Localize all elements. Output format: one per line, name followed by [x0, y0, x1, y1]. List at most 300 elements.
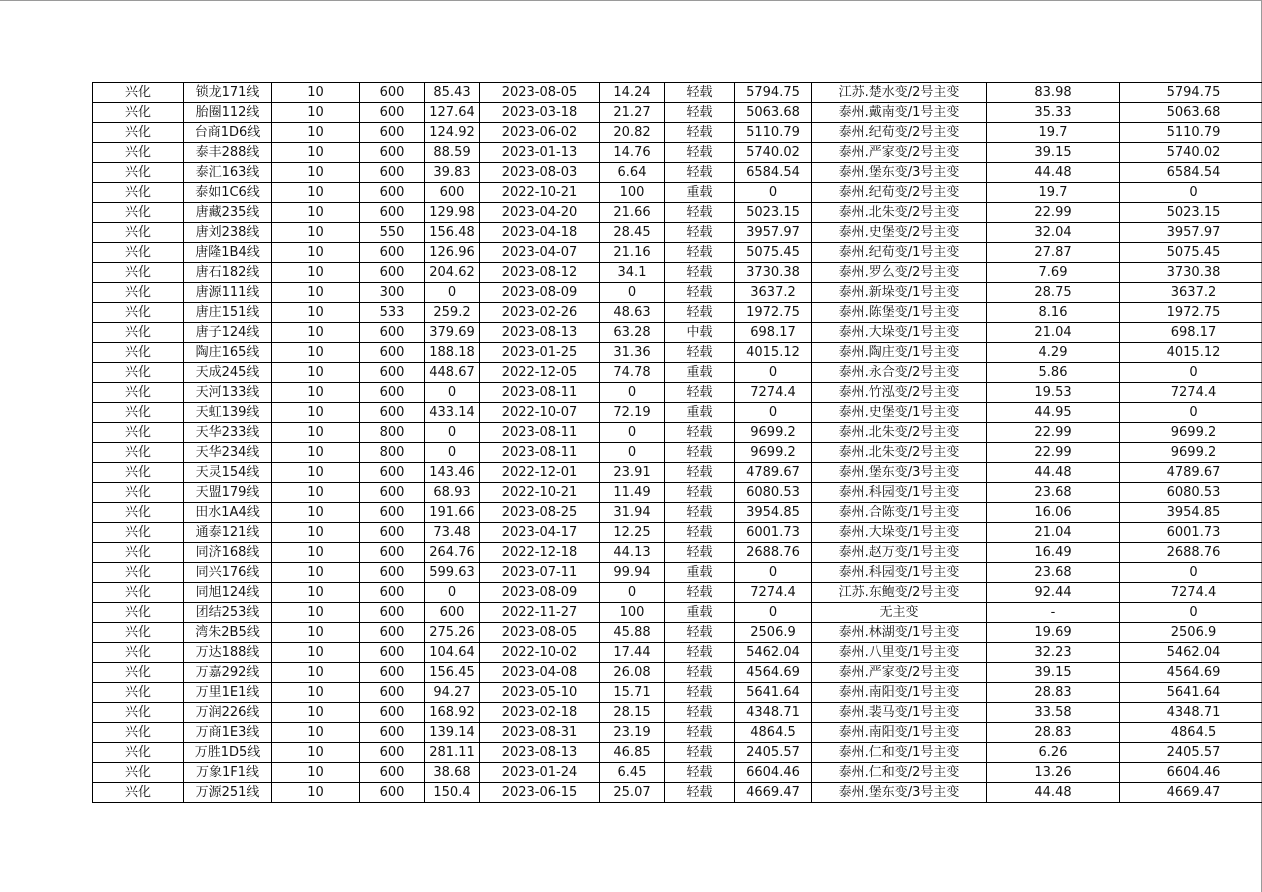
load-rate-cell: 100 [600, 183, 665, 203]
load-status-cell: 重载 [665, 363, 735, 383]
load-rate-cell: 0 [600, 283, 665, 303]
line-name-cell: 天华234线 [184, 443, 272, 463]
transformer-load-rate-cell: 44.48 [987, 463, 1120, 483]
transformer-load-rate-cell: 32.04 [987, 223, 1120, 243]
load-status-cell: 重载 [665, 603, 735, 623]
line-name-cell: 台商1D6线 [184, 123, 272, 143]
remaining-capacity-cell: 7274.4 [1120, 383, 1262, 403]
load-status-cell: 轻载 [665, 443, 735, 463]
voltage-cell: 10 [272, 243, 360, 263]
table-row [93, 203, 1262, 223]
voltage-cell: 10 [272, 163, 360, 183]
county-cell: 兴化 [93, 463, 184, 483]
line-name-cell: 唐刘238线 [184, 223, 272, 243]
load-status-cell: 轻载 [665, 523, 735, 543]
remaining-capacity-cell: 3637.2 [1120, 283, 1262, 303]
load-rate-cell: 25.07 [600, 783, 665, 803]
remaining-capacity-cell: 0 [1120, 403, 1262, 423]
date-cell: 2023-05-10 [480, 683, 600, 703]
available-capacity-cell: 3637.2 [735, 283, 812, 303]
county-cell: 兴化 [93, 203, 184, 223]
load-rate-cell: 0 [600, 443, 665, 463]
remaining-capacity-cell: 5740.02 [1120, 143, 1262, 163]
transformer-load-rate-cell: 22.99 [987, 443, 1120, 463]
transformer-cell: 泰州.陶庄变/1号主变 [812, 343, 987, 363]
transformer-load-rate-cell: 22.99 [987, 203, 1120, 223]
line-name-cell: 田水1A4线 [184, 503, 272, 523]
transformer-cell: 泰州.堡东变/3号主变 [812, 783, 987, 803]
table-row [93, 183, 1262, 203]
transformer-load-rate-cell: 28.75 [987, 283, 1120, 303]
transformer-load-rate-cell: 23.68 [987, 563, 1120, 583]
load-rate-cell: 31.36 [600, 343, 665, 363]
date-cell: 2023-08-03 [480, 163, 600, 183]
date-cell: 2023-08-11 [480, 383, 600, 403]
remaining-capacity-cell: 3954.85 [1120, 503, 1262, 523]
load-value-cell: 448.67 [425, 363, 480, 383]
load-status-cell: 轻载 [665, 123, 735, 143]
date-cell: 2022-12-18 [480, 543, 600, 563]
remaining-capacity-cell: 0 [1120, 183, 1262, 203]
table-row [93, 463, 1262, 483]
load-rate-cell: 45.88 [600, 623, 665, 643]
load-rate-cell: 6.45 [600, 763, 665, 783]
remaining-capacity-cell: 2506.9 [1120, 623, 1262, 643]
line-name-cell: 天盟179线 [184, 483, 272, 503]
load-status-cell: 轻载 [665, 743, 735, 763]
date-cell: 2022-10-21 [480, 483, 600, 503]
voltage-cell: 10 [272, 443, 360, 463]
date-cell: 2023-02-18 [480, 703, 600, 723]
available-capacity-cell: 6001.73 [735, 523, 812, 543]
transformer-load-rate-cell: 28.83 [987, 683, 1120, 703]
available-capacity-cell: 0 [735, 563, 812, 583]
rated-capacity-cell: 600 [360, 203, 425, 223]
load-rate-cell: 28.45 [600, 223, 665, 243]
voltage-cell: 10 [272, 183, 360, 203]
transformer-load-rate-cell: 16.06 [987, 503, 1120, 523]
county-cell: 兴化 [93, 543, 184, 563]
remaining-capacity-cell: 5110.79 [1120, 123, 1262, 143]
available-capacity-cell: 3730.38 [735, 263, 812, 283]
transformer-load-rate-cell: 32.23 [987, 643, 1120, 663]
load-rate-cell: 23.91 [600, 463, 665, 483]
transformer-load-rate-cell: 22.99 [987, 423, 1120, 443]
voltage-cell: 10 [272, 463, 360, 483]
table-row [93, 483, 1262, 503]
load-status-cell: 轻载 [665, 543, 735, 563]
county-cell: 兴化 [93, 563, 184, 583]
date-cell: 2023-04-18 [480, 223, 600, 243]
line-name-cell: 唐庄151线 [184, 303, 272, 323]
transformer-cell: 泰州.裴马变/1号主变 [812, 703, 987, 723]
load-value-cell: 39.83 [425, 163, 480, 183]
date-cell: 2023-08-12 [480, 263, 600, 283]
transformer-load-rate-cell: 19.69 [987, 623, 1120, 643]
load-status-cell: 轻载 [665, 283, 735, 303]
transformer-load-rate-cell: 39.15 [987, 663, 1120, 683]
load-status-cell: 轻载 [665, 83, 735, 103]
rated-capacity-cell: 300 [360, 283, 425, 303]
load-rate-cell: 12.25 [600, 523, 665, 543]
load-value-cell: 73.48 [425, 523, 480, 543]
load-rate-cell: 34.1 [600, 263, 665, 283]
load-value-cell: 143.46 [425, 463, 480, 483]
load-value-cell: 68.93 [425, 483, 480, 503]
line-name-cell: 万胜1D5线 [184, 743, 272, 763]
rated-capacity-cell: 600 [360, 103, 425, 123]
table-row [93, 123, 1262, 143]
load-value-cell: 85.43 [425, 83, 480, 103]
transformer-cell: 泰州.合陈变/1号主变 [812, 503, 987, 523]
load-status-cell: 轻载 [665, 703, 735, 723]
county-cell: 兴化 [93, 363, 184, 383]
load-value-cell: 259.2 [425, 303, 480, 323]
county-cell: 兴化 [93, 283, 184, 303]
remaining-capacity-cell: 0 [1120, 363, 1262, 383]
load-value-cell: 275.26 [425, 623, 480, 643]
county-cell: 兴化 [93, 343, 184, 363]
load-rate-cell: 100 [600, 603, 665, 623]
load-status-cell: 中载 [665, 323, 735, 343]
table-row [93, 423, 1262, 443]
table-row [93, 283, 1262, 303]
load-status-cell: 轻载 [665, 163, 735, 183]
transformer-load-rate-cell: 13.26 [987, 763, 1120, 783]
transformer-load-rate-cell: 19.53 [987, 383, 1120, 403]
line-name-cell: 天灵154线 [184, 463, 272, 483]
rated-capacity-cell: 600 [360, 643, 425, 663]
remaining-capacity-cell: 6584.54 [1120, 163, 1262, 183]
transformer-cell: 泰州.仁和变/1号主变 [812, 743, 987, 763]
remaining-capacity-cell: 6080.53 [1120, 483, 1262, 503]
date-cell: 2022-12-01 [480, 463, 600, 483]
voltage-cell: 10 [272, 223, 360, 243]
available-capacity-cell: 2506.9 [735, 623, 812, 643]
remaining-capacity-cell: 4015.12 [1120, 343, 1262, 363]
remaining-capacity-cell: 4348.71 [1120, 703, 1262, 723]
available-capacity-cell: 2405.57 [735, 743, 812, 763]
transformer-cell: 泰州.大垛变/1号主变 [812, 323, 987, 343]
available-capacity-cell: 3957.97 [735, 223, 812, 243]
table-row [93, 83, 1262, 103]
voltage-cell: 10 [272, 643, 360, 663]
transformer-load-rate-cell: 8.16 [987, 303, 1120, 323]
load-rate-cell: 15.71 [600, 683, 665, 703]
remaining-capacity-cell: 1972.75 [1120, 303, 1262, 323]
load-status-cell: 轻载 [665, 203, 735, 223]
voltage-cell: 10 [272, 283, 360, 303]
county-cell: 兴化 [93, 783, 184, 803]
table-row [93, 703, 1262, 723]
load-status-cell: 轻载 [665, 583, 735, 603]
line-name-cell: 万达188线 [184, 643, 272, 663]
load-value-cell: 0 [425, 283, 480, 303]
rated-capacity-cell: 600 [360, 83, 425, 103]
rated-capacity-cell: 600 [360, 503, 425, 523]
voltage-cell: 10 [272, 623, 360, 643]
county-cell: 兴化 [93, 703, 184, 723]
transformer-cell: 泰州.科园变/1号主变 [812, 483, 987, 503]
county-cell: 兴化 [93, 503, 184, 523]
rated-capacity-cell: 600 [360, 543, 425, 563]
remaining-capacity-cell: 3957.97 [1120, 223, 1262, 243]
date-cell: 2023-04-08 [480, 663, 600, 683]
date-cell: 2023-08-13 [480, 743, 600, 763]
load-value-cell: 38.68 [425, 763, 480, 783]
rated-capacity-cell: 800 [360, 443, 425, 463]
line-load-table [92, 82, 1262, 803]
transformer-cell: 泰州.科园变/1号主变 [812, 563, 987, 583]
load-rate-cell: 74.78 [600, 363, 665, 383]
remaining-capacity-cell: 9699.2 [1120, 423, 1262, 443]
rated-capacity-cell: 600 [360, 683, 425, 703]
date-cell: 2023-08-13 [480, 323, 600, 343]
date-cell: 2023-06-15 [480, 783, 600, 803]
load-value-cell: 94.27 [425, 683, 480, 703]
transformer-load-rate-cell: 44.95 [987, 403, 1120, 423]
county-cell: 兴化 [93, 443, 184, 463]
date-cell: 2023-01-13 [480, 143, 600, 163]
voltage-cell: 10 [272, 563, 360, 583]
voltage-cell: 10 [272, 303, 360, 323]
remaining-capacity-cell: 5462.04 [1120, 643, 1262, 663]
voltage-cell: 10 [272, 763, 360, 783]
transformer-cell: 泰州.永合变/2号主变 [812, 363, 987, 383]
available-capacity-cell: 7274.4 [735, 583, 812, 603]
county-cell: 兴化 [93, 183, 184, 203]
load-rate-cell: 0 [600, 383, 665, 403]
available-capacity-cell: 5063.68 [735, 103, 812, 123]
voltage-cell: 10 [272, 83, 360, 103]
available-capacity-cell: 7274.4 [735, 383, 812, 403]
load-value-cell: 0 [425, 423, 480, 443]
county-cell: 兴化 [93, 243, 184, 263]
county-cell: 兴化 [93, 723, 184, 743]
date-cell: 2022-11-27 [480, 603, 600, 623]
load-rate-cell: 20.82 [600, 123, 665, 143]
load-value-cell: 156.45 [425, 663, 480, 683]
load-value-cell: 281.11 [425, 743, 480, 763]
line-name-cell: 万里1E1线 [184, 683, 272, 703]
available-capacity-cell: 1972.75 [735, 303, 812, 323]
load-status-cell: 重载 [665, 563, 735, 583]
rated-capacity-cell: 600 [360, 763, 425, 783]
transformer-load-rate-cell: 7.69 [987, 263, 1120, 283]
date-cell: 2022-10-07 [480, 403, 600, 423]
rated-capacity-cell: 600 [360, 263, 425, 283]
line-name-cell: 万象1F1线 [184, 763, 272, 783]
table-row [93, 643, 1262, 663]
table-row [93, 623, 1262, 643]
remaining-capacity-cell: 7274.4 [1120, 583, 1262, 603]
load-status-cell: 轻载 [665, 503, 735, 523]
transformer-load-rate-cell: 5.86 [987, 363, 1120, 383]
remaining-capacity-cell: 5641.64 [1120, 683, 1262, 703]
rated-capacity-cell: 600 [360, 463, 425, 483]
transformer-load-rate-cell: 33.58 [987, 703, 1120, 723]
transformer-load-rate-cell: 4.29 [987, 343, 1120, 363]
voltage-cell: 10 [272, 583, 360, 603]
available-capacity-cell: 0 [735, 603, 812, 623]
rated-capacity-cell: 600 [360, 563, 425, 583]
load-status-cell: 轻载 [665, 103, 735, 123]
voltage-cell: 10 [272, 703, 360, 723]
load-status-cell: 轻载 [665, 303, 735, 323]
transformer-load-rate-cell: 28.83 [987, 723, 1120, 743]
available-capacity-cell: 5110.79 [735, 123, 812, 143]
load-value-cell: 0 [425, 383, 480, 403]
available-capacity-cell: 5740.02 [735, 143, 812, 163]
load-rate-cell: 21.27 [600, 103, 665, 123]
transformer-load-rate-cell: 39.15 [987, 143, 1120, 163]
line-name-cell: 同旭124线 [184, 583, 272, 603]
transformer-cell: 泰州.北朱变/2号主变 [812, 423, 987, 443]
date-cell: 2023-04-07 [480, 243, 600, 263]
table-row [93, 723, 1262, 743]
rated-capacity-cell: 600 [360, 343, 425, 363]
voltage-cell: 10 [272, 543, 360, 563]
table-row [93, 523, 1262, 543]
county-cell: 兴化 [93, 103, 184, 123]
remaining-capacity-cell: 5023.15 [1120, 203, 1262, 223]
rated-capacity-cell: 600 [360, 163, 425, 183]
voltage-cell: 10 [272, 403, 360, 423]
load-status-cell: 轻载 [665, 243, 735, 263]
available-capacity-cell: 0 [735, 183, 812, 203]
transformer-cell: 泰州.堡东变/3号主变 [812, 163, 987, 183]
county-cell: 兴化 [93, 383, 184, 403]
line-name-cell: 同兴176线 [184, 563, 272, 583]
date-cell: 2023-08-11 [480, 423, 600, 443]
remaining-capacity-cell: 4789.67 [1120, 463, 1262, 483]
load-rate-cell: 21.66 [600, 203, 665, 223]
county-cell: 兴化 [93, 123, 184, 143]
transformer-load-rate-cell: - [987, 603, 1120, 623]
load-rate-cell: 17.44 [600, 643, 665, 663]
line-name-cell: 锁龙171线 [184, 83, 272, 103]
line-name-cell: 通泰121线 [184, 523, 272, 543]
transformer-cell: 泰州.戴南变/1号主变 [812, 103, 987, 123]
load-rate-cell: 63.28 [600, 323, 665, 343]
transformer-cell: 泰州.北朱变/2号主变 [812, 203, 987, 223]
table-row [93, 143, 1262, 163]
date-cell: 2023-04-20 [480, 203, 600, 223]
load-value-cell: 150.4 [425, 783, 480, 803]
load-status-cell: 轻载 [665, 463, 735, 483]
date-cell: 2023-07-11 [480, 563, 600, 583]
remaining-capacity-cell: 4864.5 [1120, 723, 1262, 743]
line-name-cell: 唐子124线 [184, 323, 272, 343]
available-capacity-cell: 4348.71 [735, 703, 812, 723]
load-value-cell: 188.18 [425, 343, 480, 363]
rated-capacity-cell: 600 [360, 483, 425, 503]
rated-capacity-cell: 600 [360, 663, 425, 683]
county-cell: 兴化 [93, 623, 184, 643]
county-cell: 兴化 [93, 263, 184, 283]
transformer-cell: 泰州.纪荀变/2号主变 [812, 123, 987, 143]
rated-capacity-cell: 600 [360, 603, 425, 623]
load-status-cell: 轻载 [665, 223, 735, 243]
available-capacity-cell: 6604.46 [735, 763, 812, 783]
load-rate-cell: 26.08 [600, 663, 665, 683]
transformer-cell: 泰州.陈堡变/1号主变 [812, 303, 987, 323]
load-value-cell: 124.92 [425, 123, 480, 143]
load-status-cell: 轻载 [665, 343, 735, 363]
transformer-load-rate-cell: 6.26 [987, 743, 1120, 763]
available-capacity-cell: 4789.67 [735, 463, 812, 483]
county-cell: 兴化 [93, 303, 184, 323]
load-value-cell: 129.98 [425, 203, 480, 223]
load-rate-cell: 6.64 [600, 163, 665, 183]
load-value-cell: 0 [425, 583, 480, 603]
rated-capacity-cell: 600 [360, 623, 425, 643]
rated-capacity-cell: 600 [360, 583, 425, 603]
date-cell: 2023-01-25 [480, 343, 600, 363]
table-row [93, 583, 1262, 603]
remaining-capacity-cell: 4564.69 [1120, 663, 1262, 683]
voltage-cell: 10 [272, 383, 360, 403]
line-name-cell: 湾朱2B5线 [184, 623, 272, 643]
load-status-cell: 轻载 [665, 663, 735, 683]
load-rate-cell: 0 [600, 423, 665, 443]
available-capacity-cell: 698.17 [735, 323, 812, 343]
table-row [93, 103, 1262, 123]
table-row [93, 163, 1262, 183]
table-row [93, 743, 1262, 763]
table-row [93, 503, 1262, 523]
voltage-cell: 10 [272, 723, 360, 743]
line-name-cell: 泰汇163线 [184, 163, 272, 183]
available-capacity-cell: 6584.54 [735, 163, 812, 183]
transformer-cell: 江苏.东鲍变/2号主变 [812, 583, 987, 603]
load-rate-cell: 0 [600, 583, 665, 603]
rated-capacity-cell: 600 [360, 363, 425, 383]
load-rate-cell: 31.94 [600, 503, 665, 523]
table-row [93, 343, 1262, 363]
voltage-cell: 10 [272, 343, 360, 363]
date-cell: 2023-02-26 [480, 303, 600, 323]
transformer-cell: 泰州.北朱变/2号主变 [812, 443, 987, 463]
table-row [93, 683, 1262, 703]
voltage-cell: 10 [272, 603, 360, 623]
available-capacity-cell: 4864.5 [735, 723, 812, 743]
transformer-cell: 泰州.仁和变/2号主变 [812, 763, 987, 783]
load-rate-cell: 11.49 [600, 483, 665, 503]
load-rate-cell: 14.24 [600, 83, 665, 103]
transformer-cell: 泰州.纪荀变/1号主变 [812, 243, 987, 263]
transformer-load-rate-cell: 16.49 [987, 543, 1120, 563]
load-value-cell: 127.64 [425, 103, 480, 123]
transformer-cell: 泰州.竹泓变/2号主变 [812, 383, 987, 403]
table-row [93, 543, 1262, 563]
table-row [93, 363, 1262, 383]
load-value-cell: 88.59 [425, 143, 480, 163]
load-status-cell: 轻载 [665, 643, 735, 663]
load-value-cell: 600 [425, 603, 480, 623]
line-name-cell: 天虹139线 [184, 403, 272, 423]
county-cell: 兴化 [93, 603, 184, 623]
load-status-cell: 轻载 [665, 723, 735, 743]
date-cell: 2022-10-21 [480, 183, 600, 203]
voltage-cell: 10 [272, 743, 360, 763]
county-cell: 兴化 [93, 583, 184, 603]
load-status-cell: 轻载 [665, 763, 735, 783]
voltage-cell: 10 [272, 203, 360, 223]
load-status-cell: 轻载 [665, 423, 735, 443]
line-name-cell: 泰丰288线 [184, 143, 272, 163]
load-status-cell: 轻载 [665, 683, 735, 703]
